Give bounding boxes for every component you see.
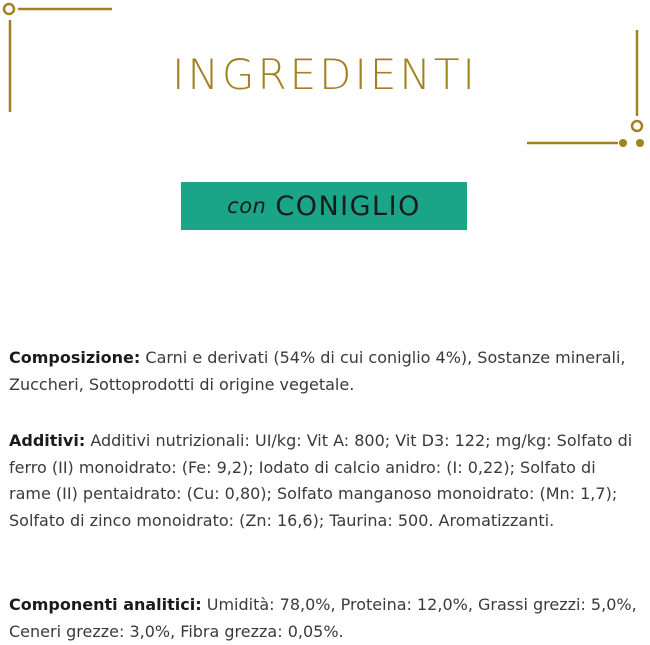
composition-label: Composizione: xyxy=(9,348,141,367)
additives-text: Additivi nutrizionali: UI/kg: Vit A: 800; Vit D3: 122; mg/kg: Solfato di ferro (II) monoidrato: (Fe: 9,2); Iodato di calcio anidro: (I: 0,22); Solfato di rame (II) pentaidrato: (Cu: 0,80); Solfato manganoso monoidrato: (Mn: 1,7); Solfato di zinco monoidrato: (Zn: 16,6); Taurina: 500. Aromatizzanti. xyxy=(9,431,633,530)
product-badge xyxy=(181,182,467,230)
page-title: INGREDIENTI xyxy=(172,50,478,99)
additives-section xyxy=(9,428,639,534)
analytical-section xyxy=(9,592,639,645)
composition-section xyxy=(9,345,639,398)
analytical-text: Umidità: 78,0%, Proteina: 12,0%, Grassi grezzi: 5,0%, Ceneri grezze: 3,0%, Fibra grezza: 0,05%. xyxy=(9,595,637,641)
badge-prefix: con xyxy=(227,194,267,218)
badge-product-name: CONIGLIO xyxy=(275,190,421,222)
composition-text: Carni e derivati (54% di cui coniglio 4%), Sostanze minerali, Zuccheri, Sottoprodotti di origine vegetale. xyxy=(9,348,626,394)
analytical-label: Componenti analitici: xyxy=(9,595,202,614)
additives-label: Additivi: xyxy=(9,431,86,450)
